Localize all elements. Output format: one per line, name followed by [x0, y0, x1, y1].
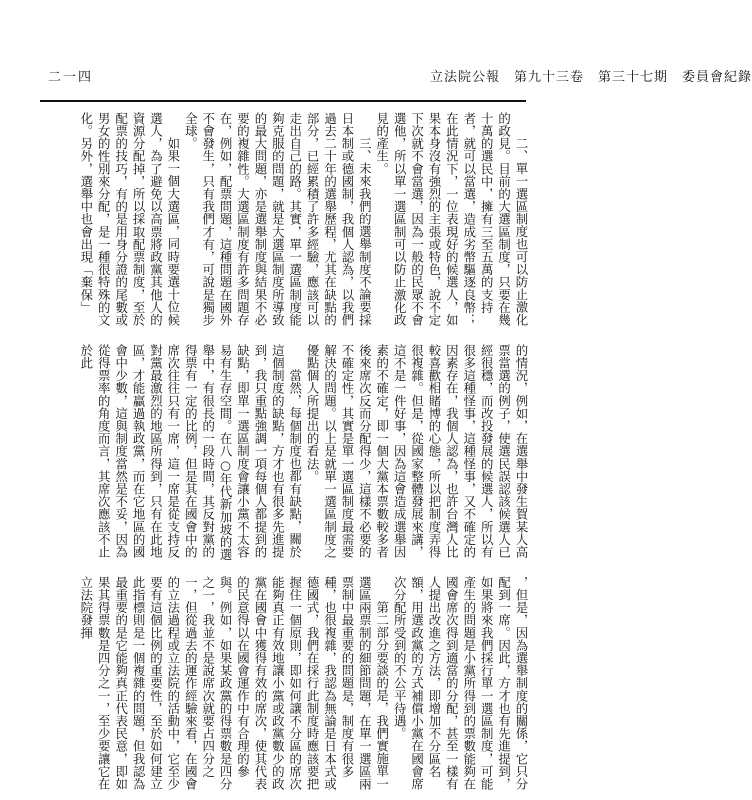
page-header: [40, 66, 752, 90]
gazette-title: 立法院公報 第九十三卷 第三十七期 委員會紀錄: [430, 70, 752, 85]
paragraph: 二、單一選區制度也可以防止激化的政見。目前的大選區制度，只要在幾十萬的選民中，擁有三至五萬的支持者，就可以當選，造成劣幣驅逐良幣；在此情況下，一位表現好的候選人，如果本身沒有強烈的主張或特色，說不定下次就不會當選，因為一般的民眾不會選他，所以單一選區制可以防止激化政見的產生。: [374, 112, 529, 327]
text-tier-middle: [36, 344, 530, 566]
paragraph: 如果一個大選區，同時要選十位候選人，為了避免以高票將政黨其他人的資源分配掉，所以採取配票制度，至於配票的技巧，有的是用身分證的尾數或男女的性別來分配，是一種很特殊的文化。另外，選舉中也會出現「棄保」: [78, 112, 181, 327]
paragraph: 第二部分要談的是，我們實施單一選區兩票制的細節問題，在單一選區兩票制中最重要的問題是，制度有很多種，也很複雜，我認為無論是日本式或德國式，我們在採行此制度時應該要把握住一個原則，即如何讓不分區的席次能夠真正有效地讓小黨或政黨數少的政黨在國會中獲得有效的席次，使其代表的民意得以在國會運作中有合理的參與。例如，如果某政黨的得票數是四分之一，我並不是說席次就要占四分之一，但從過去的運作經驗來看，在國會的立法過程或立法院的活動中，它至少要有這個比例的重要性，至於如何建立此指標則是一個複雜的問題，但我認為最重要的是它能夠真正代表民意，即如果其得票數是四分之一，至少要讓它在立法院發揮: [78, 576, 390, 791]
text-tier-top: [36, 112, 530, 334]
paragraph: 的情況，例如，在選舉中發生賀某人高票當選的例子，使選民誤認該候選人已經很穩，而改投發展的候選人，所以有很多這種怪事，這種怪事，又不確定的因素存在，我個人認為，也許台灣人比較喜歡相賭博的心態，所以把制度弄得很複雜。但是，從國家整體發展來講，這不是一件好事，因為這會造成選舉因素的不確定，即一個大黨本票數較多者後來席次反而分配得少，這樣不必要的不確定性，其實是單一選區制度最需要解決的問題。以上是就單一選區制度之優點個人所提出的看法。: [305, 344, 529, 559]
paragraph: 當然，每個制度也都有缺點，關於這個制度的缺點，方才也有很多先進提到，我只重點強調一項每個人都提到的缺點，即單一選區制度會讓小黨不太容易有生存空間。在八○年代新加坡的選舉中，有很長的一段時間，其反對黨的得票有一定的比例，但是其在國會中的席次往往只有一席，這一席是從支持反對黨最激烈的地區所得到，只有在此地區，才能贏過執政黨，而在它地區的國會中少數，這與制度當然是不妥，因為從得票率的角度而言，其席次應該不止於此: [78, 344, 303, 561]
page-number: 二一四: [48, 70, 94, 85]
body-text: [36, 112, 530, 791]
paragraph: ，但是，因為選舉制度的關係，它只分配到一席。因此，方才也有先進提到，如果將來我們採行單一選區制度，可能產生的問題是小黨所得到的票數能夠在國會席次得到適當的分配，甚至一樣有人提出改進之方法，即增加不分區名額，用選政黨的方式補償小黨在國會席次分配所受到的不公平待遇。: [392, 576, 529, 791]
text-tier-bottom: [36, 576, 530, 798]
header-rule: [40, 100, 526, 102]
paragraph: 三、未來我們的選舉制度不論要採日本制或德國制，我個人認為，以我們過去二十年的選舉歷程，尤其在缺點的部分，已經累積了許多經驗，應該可以走出自己的路。其實，單一選區制度能夠克服的問題，就是大選區制度所導致的最大問題，亦是選舉制度與結果不必要的複雜性。大選區制度有許多問題存在，例如，配票問題，這種問題在國外不會發生，只有我們才有，可說是獨步全球。: [183, 112, 373, 327]
